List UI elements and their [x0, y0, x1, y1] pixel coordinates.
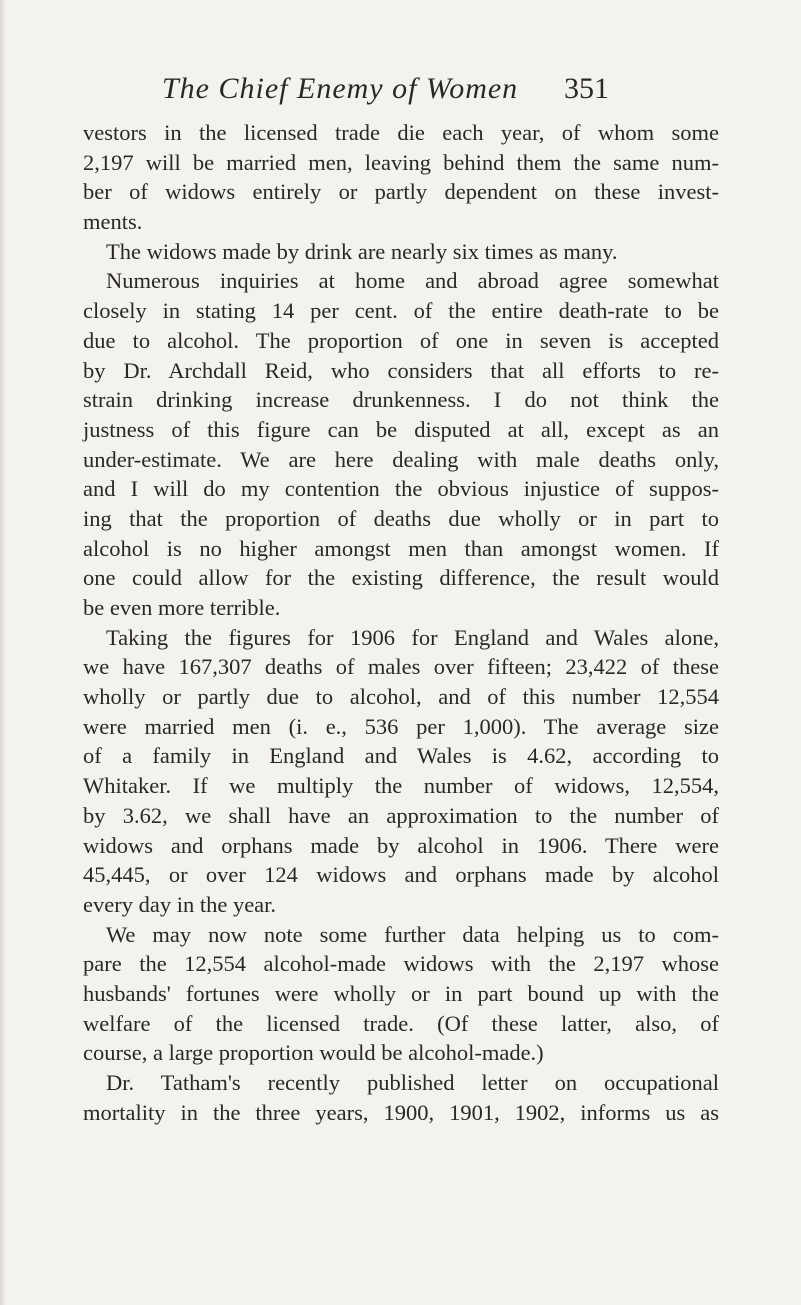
- text-line: strain drinking increase drunkenness. I do not think the: [83, 387, 719, 413]
- text-line: The widows made by drink are nearly six times as many.: [106, 238, 618, 264]
- page-number: 351: [564, 72, 609, 105]
- text-line: closely in stating 14 per cent. of the entire death-rate to be: [83, 298, 719, 324]
- text-line: due to alcohol. The proportion of one in seven is accepted: [83, 327, 719, 353]
- text-line: by Dr. Archdall Reid, who considers that all efforts to re-: [83, 357, 719, 383]
- page-gutter-edge: [0, 0, 6, 1305]
- running-head: [162, 62, 722, 112]
- text-line: vestors in the licensed trade die each year, of whom some: [83, 120, 719, 145]
- text-line: we have 167,307 deaths of males over fifteen; 23,422 of these: [83, 654, 719, 680]
- text-line: alcohol is no higher amongst men than amongst women. If: [83, 535, 719, 561]
- text-line: one could allow for the existing difference, the result would: [83, 565, 719, 591]
- text-line: be even more terrible.: [83, 595, 281, 620]
- text-line: Whitaker. If we multiply the number of widows, 12,554,: [83, 773, 719, 799]
- text-line: of a family in England and Wales is 4.62, according to: [83, 743, 719, 769]
- running-title: The Chief Enemy of Women: [162, 72, 519, 105]
- text-line: were married men (i. e., 536 per 1,000). The average size: [83, 713, 719, 739]
- text-line: 2,197 will be married men, leaving behind them the same num-: [83, 149, 719, 175]
- text-line: husbands' fortunes were wholly or in part bound up with the: [83, 980, 719, 1006]
- text-line: Dr. Tatham's recently published letter on occupational: [106, 1070, 719, 1095]
- body-text: [83, 118, 719, 1127]
- text-line: Taking the figures for 1906 for England and Wales alone,: [106, 624, 719, 650]
- text-line: by 3.62, we shall have an approximation to the number of: [83, 802, 719, 828]
- text-line: under-estimate. We are here dealing with male deaths only,: [83, 446, 719, 472]
- text-line: mortality in the three years, 1900, 1901, 1902, informs us as: [83, 1099, 719, 1125]
- text-line: every day in the year.: [83, 891, 277, 917]
- text-line: course, a large proportion would be alcohol-made.): [83, 1040, 544, 1066]
- text-line: Numerous inquiries at home and abroad agree somewhat: [106, 268, 719, 294]
- text-line: and I will do my contention the obvious injustice of suppos-: [83, 476, 719, 502]
- text-line: 45,445, or over 124 widows and orphans made by alcohol: [83, 862, 719, 888]
- text-line: widows and orphans made by alcohol in 1906. There were: [83, 832, 719, 858]
- text-line: ments.: [83, 209, 143, 235]
- text-line: pare the 12,554 alcohol-made widows with the 2,197 whose: [83, 951, 719, 977]
- text-line: ing that the proportion of deaths due wholly or in part to: [83, 505, 719, 531]
- text-line: We may now note some further data helping us to com-: [106, 921, 719, 947]
- text-line: ber of widows entirely or partly dependent on these invest-: [83, 179, 719, 205]
- text-line: wholly or partly due to alcohol, and of this number 12,554: [83, 684, 719, 710]
- text-line: justness of this figure can be disputed at all, except as an: [83, 416, 719, 442]
- text-line: welfare of the licensed trade. (Of these latter, also, of: [83, 1010, 719, 1036]
